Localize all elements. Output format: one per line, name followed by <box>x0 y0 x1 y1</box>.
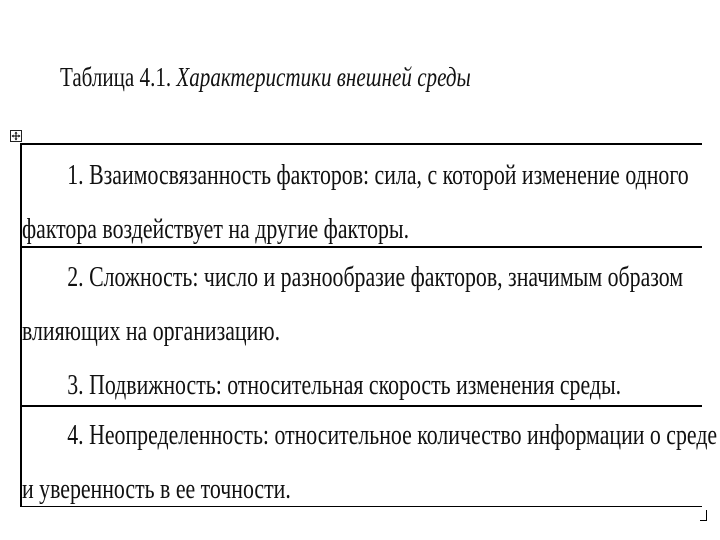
table-row-2 <box>22 251 708 359</box>
caption-title: Характеристики внешней среды <box>176 62 471 92</box>
table-row-4 <box>22 409 718 517</box>
row-4-line-2: и уверенность в ее точности. <box>22 474 291 505</box>
table-caption <box>60 60 471 94</box>
caption-number: Таблица 4.1. <box>60 62 177 92</box>
row-3-line-1: 3. Подвижность: относительная скорость изменения среды. <box>67 370 622 401</box>
table-divider-1 <box>22 246 702 248</box>
row-4-line-1: 4. Неопределенность: относительное количество информации о среде <box>67 420 718 451</box>
characteristics-table <box>20 143 718 507</box>
table-divider-2 <box>22 405 702 407</box>
corner-mark <box>700 510 707 521</box>
table-border-top <box>22 143 702 145</box>
row-2-line-2: влияющих на организацию. <box>22 316 281 347</box>
row-1-line-1: 1. Взаимосвязанность факторов: сила, с которой изменение одного <box>67 160 689 191</box>
row-1-line-2: фактора воздействует на другие факторы. <box>22 214 410 245</box>
table-row-1 <box>22 149 708 257</box>
table-move-handle-icon[interactable] <box>10 130 22 142</box>
row-2-line-1: 2. Сложность: число и разнообразие факторов, значимым образом <box>67 262 684 293</box>
